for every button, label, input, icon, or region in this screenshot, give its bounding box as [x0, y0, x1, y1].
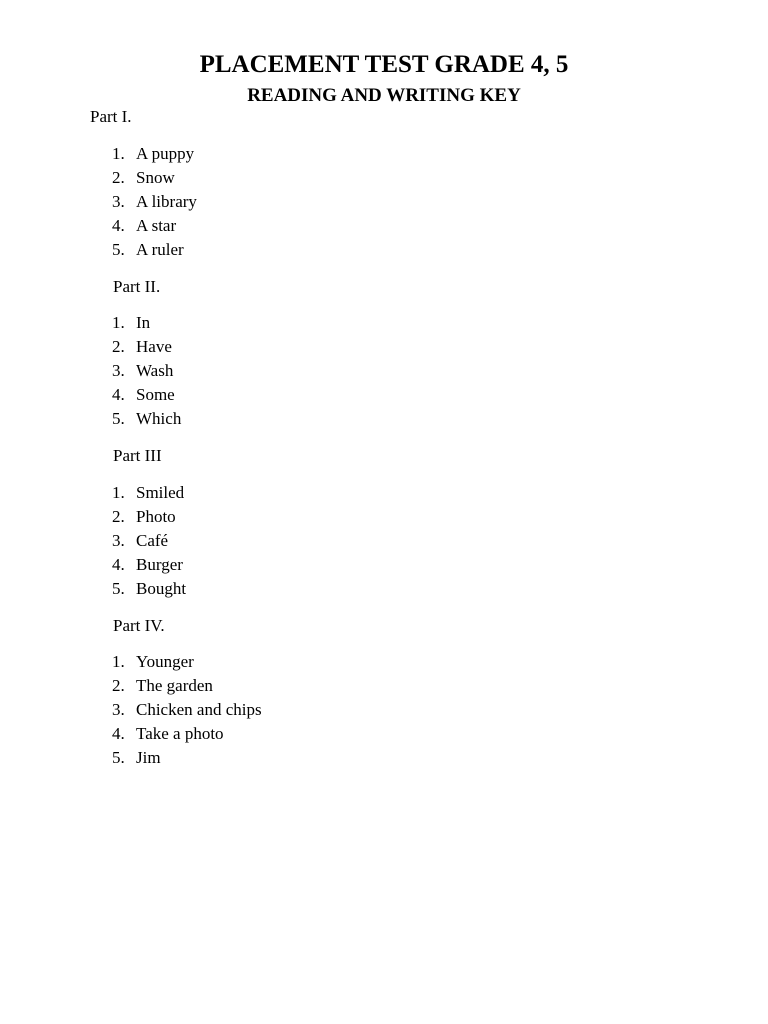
answer-text: Some — [136, 385, 175, 404]
answer-item — [112, 746, 262, 770]
answer-item — [112, 481, 186, 505]
part-heading-3: Part III — [113, 446, 162, 465]
part-heading-2: Part II. — [113, 277, 161, 296]
answer-text: Which — [136, 409, 182, 428]
answer-number: 3. — [112, 361, 125, 380]
answer-text: Snow — [136, 168, 175, 187]
answer-item — [112, 335, 181, 359]
answer-text: The garden — [136, 676, 213, 695]
answer-number: 3. — [112, 700, 125, 719]
answer-list-part-2 — [112, 311, 181, 431]
document-subtitle: READING AND WRITING KEY — [247, 85, 521, 106]
answer-text: Burger — [136, 555, 183, 574]
answer-list-part-4 — [112, 650, 262, 770]
answer-number: 5. — [112, 409, 125, 428]
answer-number: 1. — [112, 144, 125, 163]
answer-text: Café — [136, 531, 169, 550]
answer-number: 2. — [112, 168, 125, 187]
answer-number: 1. — [112, 313, 125, 332]
answer-text: Bought — [136, 579, 187, 598]
answer-item — [112, 553, 186, 577]
answer-text: A library — [136, 192, 197, 211]
answer-list-part-3 — [112, 481, 186, 601]
answer-number: 4. — [112, 385, 125, 404]
answer-number: 5. — [112, 240, 125, 259]
answer-text: Smiled — [136, 483, 185, 502]
answer-number: 1. — [112, 652, 125, 671]
answer-text: Younger — [136, 652, 194, 671]
answer-text: A puppy — [136, 144, 195, 163]
answer-number: 4. — [112, 724, 125, 743]
answer-list-part-1 — [112, 142, 197, 262]
answer-item — [112, 698, 262, 722]
answer-number: 3. — [112, 192, 125, 211]
answer-text: Take a photo — [136, 724, 224, 743]
answer-number: 1. — [112, 483, 125, 502]
answer-number: 5. — [112, 748, 125, 767]
answer-item — [112, 383, 181, 407]
answer-item — [112, 359, 181, 383]
part-heading-4: Part IV. — [113, 616, 165, 635]
answer-text: A ruler — [136, 240, 184, 259]
answer-text: In — [136, 313, 151, 332]
answer-number: 5. — [112, 579, 125, 598]
answer-text: Chicken and chips — [136, 700, 262, 719]
answer-item — [112, 407, 181, 431]
answer-item — [112, 214, 197, 238]
answer-text: Photo — [136, 507, 176, 526]
answer-item — [112, 529, 186, 553]
answer-number: 3. — [112, 531, 125, 550]
answer-item — [112, 142, 197, 166]
answer-number: 4. — [112, 216, 125, 235]
answer-item — [112, 311, 181, 335]
answer-item — [112, 166, 197, 190]
part-heading-1: Part I. — [90, 107, 132, 126]
answer-number: 4. — [112, 555, 125, 574]
answer-number: 2. — [112, 507, 125, 526]
answer-item — [112, 238, 197, 262]
document-title: PLACEMENT TEST GRADE 4, 5 — [199, 51, 569, 78]
answer-text: Have — [136, 337, 172, 356]
answer-text: Wash — [136, 361, 174, 380]
answer-item — [112, 505, 186, 529]
answer-number: 2. — [112, 676, 125, 695]
answer-item — [112, 190, 197, 214]
answer-text: A star — [136, 216, 177, 235]
answer-item — [112, 577, 186, 601]
answer-item — [112, 650, 262, 674]
answer-text: Jim — [136, 748, 161, 767]
answer-item — [112, 674, 262, 698]
answer-item — [112, 722, 262, 746]
answer-number: 2. — [112, 337, 125, 356]
